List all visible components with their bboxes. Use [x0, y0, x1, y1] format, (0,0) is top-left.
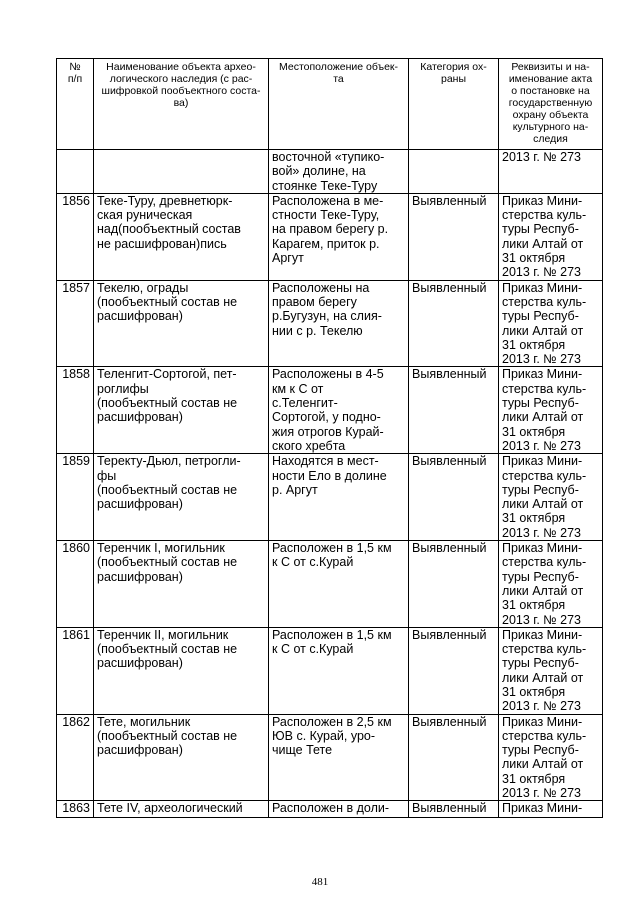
cell-category: Выявленный [409, 627, 499, 714]
table-row [57, 541, 603, 628]
table-header-row [57, 59, 603, 150]
cell-location: Расположена в ме- стности Теке-Туру, на правом берегу р. Карагем, приток р. Аргут [269, 193, 409, 280]
header-object-name: Наименование объекта архео- логического наследия (с рас- шифровкой пообъектного соста- ва) [94, 59, 269, 150]
cell-number: 1858 [57, 367, 94, 454]
cell-name: Текелю, ограды (пообъектный состав не расшифрован) [94, 280, 269, 367]
cell-act: Приказ Мини- стерства куль- туры Респуб- лики Алтай от 31 октября 2013 г. № 273 [499, 367, 603, 454]
table-row [57, 454, 603, 541]
cell-number: 1857 [57, 280, 94, 367]
cell-location: Расположен в 1,5 км к С от с.Курай [269, 627, 409, 714]
cell-act: Приказ Мини- стерства куль- туры Респуб- лики Алтай от 31 октября 2013 г. № 273 [499, 541, 603, 628]
cell-act: Приказ Мини- стерства куль- туры Респуб- лики Алтай от 31 октября 2013 г. № 273 [499, 454, 603, 541]
cell-name: Теке-Туру, древнетюрк- ская руническая над(пообъектный состав не расшифрован)пись [94, 193, 269, 280]
cell-location: Расположены на правом берегу р.Бугузун, на слия- нии с р. Текелю [269, 280, 409, 367]
cell-number [57, 150, 94, 194]
table-row [57, 193, 603, 280]
page-number: 481 [311, 876, 329, 888]
cell-name: Теренчик II, могильник (пообъектный состав не расшифрован) [94, 627, 269, 714]
cell-act: Приказ Мини- стерства куль- туры Респуб- лики Алтай от 31 октября 2013 г. № 273 [499, 193, 603, 280]
cell-category: Выявленный [409, 714, 499, 801]
cell-category: Выявленный [409, 193, 499, 280]
cell-number: 1856 [57, 193, 94, 280]
table-row [57, 627, 603, 714]
heritage-register-table [56, 58, 603, 818]
cell-name: Теренчик I, могильник (пообъектный состав не расшифрован) [94, 541, 269, 628]
cell-name: Тете IV, археологический [94, 801, 269, 818]
cell-name: Тете, могильник (пообъектный состав не расшифрован) [94, 714, 269, 801]
table-row [57, 801, 603, 818]
cell-location: Расположен в доли- [269, 801, 409, 818]
cell-number: 1862 [57, 714, 94, 801]
cell-number: 1861 [57, 627, 94, 714]
cell-act: Приказ Мини- [499, 801, 603, 818]
cell-location: Расположен в 1,5 км к С от с.Курай [269, 541, 409, 628]
header-number: № п/п [57, 59, 94, 150]
table-row [57, 367, 603, 454]
cell-name [94, 150, 269, 194]
header-location: Местоположение объек- та [269, 59, 409, 150]
cell-category: Выявленный [409, 367, 499, 454]
table-row [57, 714, 603, 801]
cell-location: восточной «тупико- вой» долине, на стоянке Теке-Туру [269, 150, 409, 194]
cell-location: Расположен в 2,5 км ЮВ с. Курай, уро- чище Тете [269, 714, 409, 801]
cell-location: Расположены в 4-5 км к С от с.Теленгит- Сортогой, у подно- жия отрогов Курай- ского хребта [269, 367, 409, 454]
cell-category: Выявленный [409, 541, 499, 628]
header-protection-category: Категория ох- раны [409, 59, 499, 150]
header-act-details: Реквизиты и на- именование акта о постановке на государственную охрану объекта культурного на- следия [499, 59, 603, 150]
cell-name: Теленгит-Сортогой, пет- роглифы (пообъектный состав не расшифрован) [94, 367, 269, 454]
cell-act: 2013 г. № 273 [499, 150, 603, 194]
continuation-row [57, 150, 603, 194]
cell-name: Теректу-Дьюл, петрогли- фы (пообъектный состав не расшифрован) [94, 454, 269, 541]
cell-category: Выявленный [409, 801, 499, 818]
cell-category: Выявленный [409, 280, 499, 367]
cell-location: Находятся в мест- ности Ело в долине р. Аргут [269, 454, 409, 541]
cell-number: 1859 [57, 454, 94, 541]
cell-number: 1860 [57, 541, 94, 628]
cell-number: 1863 [57, 801, 94, 818]
cell-category [409, 150, 499, 194]
cell-category: Выявленный [409, 454, 499, 541]
table-row [57, 280, 603, 367]
cell-act: Приказ Мини- стерства куль- туры Респуб- лики Алтай от 31 октября 2013 г. № 273 [499, 627, 603, 714]
cell-act: Приказ Мини- стерства куль- туры Респуб- лики Алтай от 31 октября 2013 г. № 273 [499, 714, 603, 801]
cell-act: Приказ Мини- стерства куль- туры Респуб- лики Алтай от 31 октября 2013 г. № 273 [499, 280, 603, 367]
